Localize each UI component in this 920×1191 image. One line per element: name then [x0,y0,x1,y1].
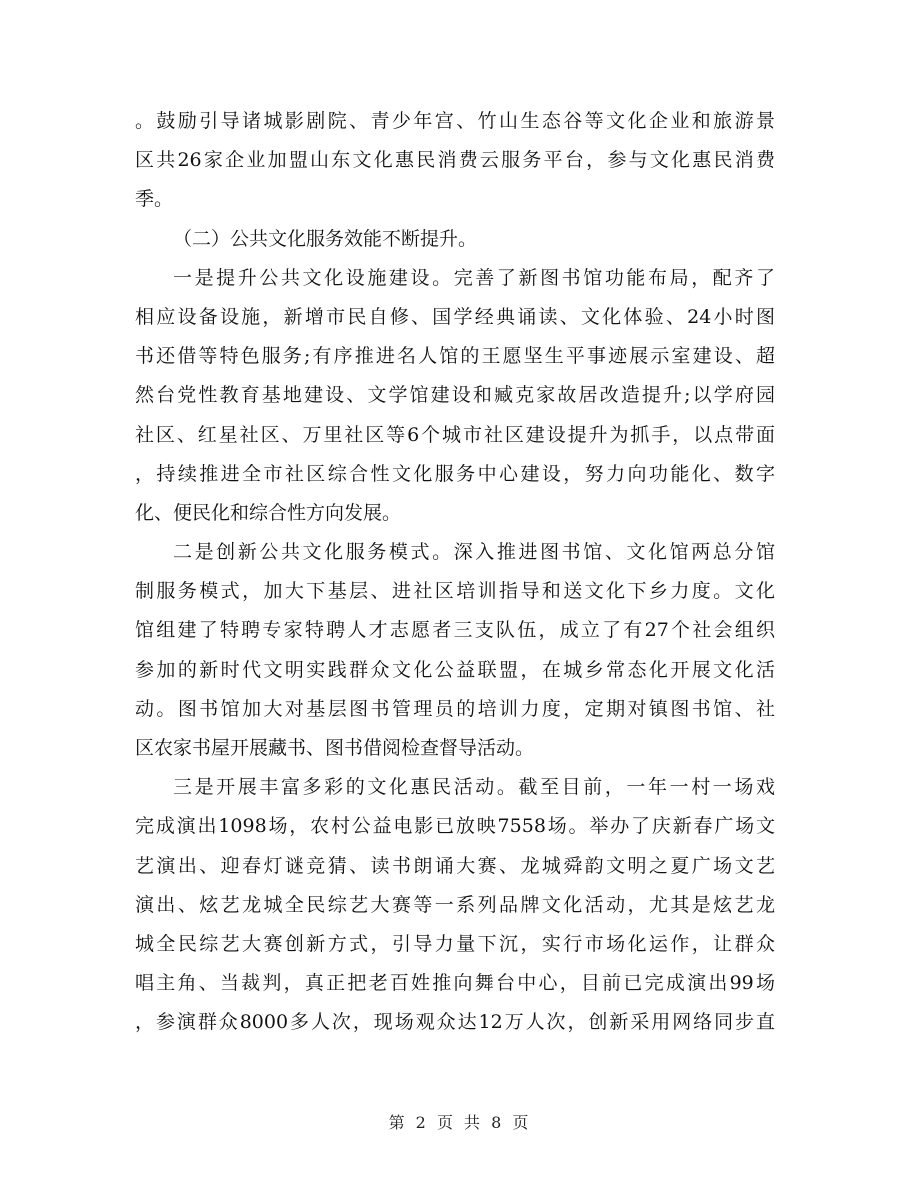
text-line: 唱主角、当裁判，真正把老百姓推向舞台中心，目前已完成演出99场 [135,972,775,995]
text-line: 季。 [135,188,174,211]
text-line: 区共26家企业加盟山东文化惠民消费云服务平台，参与文化惠民消费 [135,149,775,172]
document-body [135,102,775,1043]
text-line: 相应设备设施，新增市民自修、国学经典诵读、文化体验、24小时图 [135,305,775,328]
text-line: 参加的新时代文明实践群众文化公益联盟，在城乡常态化开展文化活 [135,658,775,681]
text-line: ，参演群众8000多人次，现场观众达12万人次，创新采用网络同步直 [135,1011,775,1034]
text-line: 然台党性教育基地建设、文学馆建设和臧克家故居改造提升;以学府园 [135,384,775,407]
text-line: 二是创新公共文化服务模式。深入推进图书馆、文化馆两总分馆 [173,541,775,564]
text-line: 艺演出、迎春灯谜竞猜、读书朗诵大赛、龙城舜韵文明之夏广场文艺 [135,854,775,877]
text-line: 社区、红星社区、万里社区等6个城市社区建设提升为抓手，以点带面 [135,423,775,446]
text-line: 。鼓励引导诸城影剧院、青少年宫、竹山生态谷等文化企业和旅游景 [135,110,775,132]
text-line: 书还借等特色服务;有序推进名人馆的王愿坚生平事迹展示室建设、超 [135,345,775,368]
text-line: 制服务模式，加大下基层、进社区培训指导和送文化下乡力度。文化 [135,580,775,603]
text-line: 动。图书馆加大对基层图书管理员的培训力度，定期对镇图书馆、社 [135,697,775,720]
text-line: 化、便民化和综合性方向发展。 [135,501,402,524]
page-footer: 第 2 页 共 8 页 [388,1113,532,1132]
text-line: 演出、炫艺龙城全民综艺大赛等一系列品牌文化活动，尤其是炫艺龙 [135,893,775,916]
text-line: 三是开展丰富多彩的文化惠民活动。截至目前，一年一村一场戏 [173,776,775,799]
text-line: 城全民综艺大赛创新方式，引导力量下沉，实行市场化运作，让群众 [135,932,775,955]
text-line: （二）公共文化服务效能不断提升。 [173,227,478,250]
text-line: 区农家书屋开展藏书、图书借阅检查督导活动。 [135,737,535,759]
text-line: 馆组建了特聘专家特聘人才志愿者三支队伍，成立了有27个社会组织 [135,619,775,642]
text-line: 完成演出1098场，农村公益电影已放映7558场。举办了庆新春广场文 [135,815,775,838]
text-line: ，持续推进全市社区综合性文化服务中心建设，努力向功能化、数字 [135,462,775,485]
text-line: 一是提升公共文化设施建设。完善了新图书馆功能布局，配齐了 [173,266,775,289]
